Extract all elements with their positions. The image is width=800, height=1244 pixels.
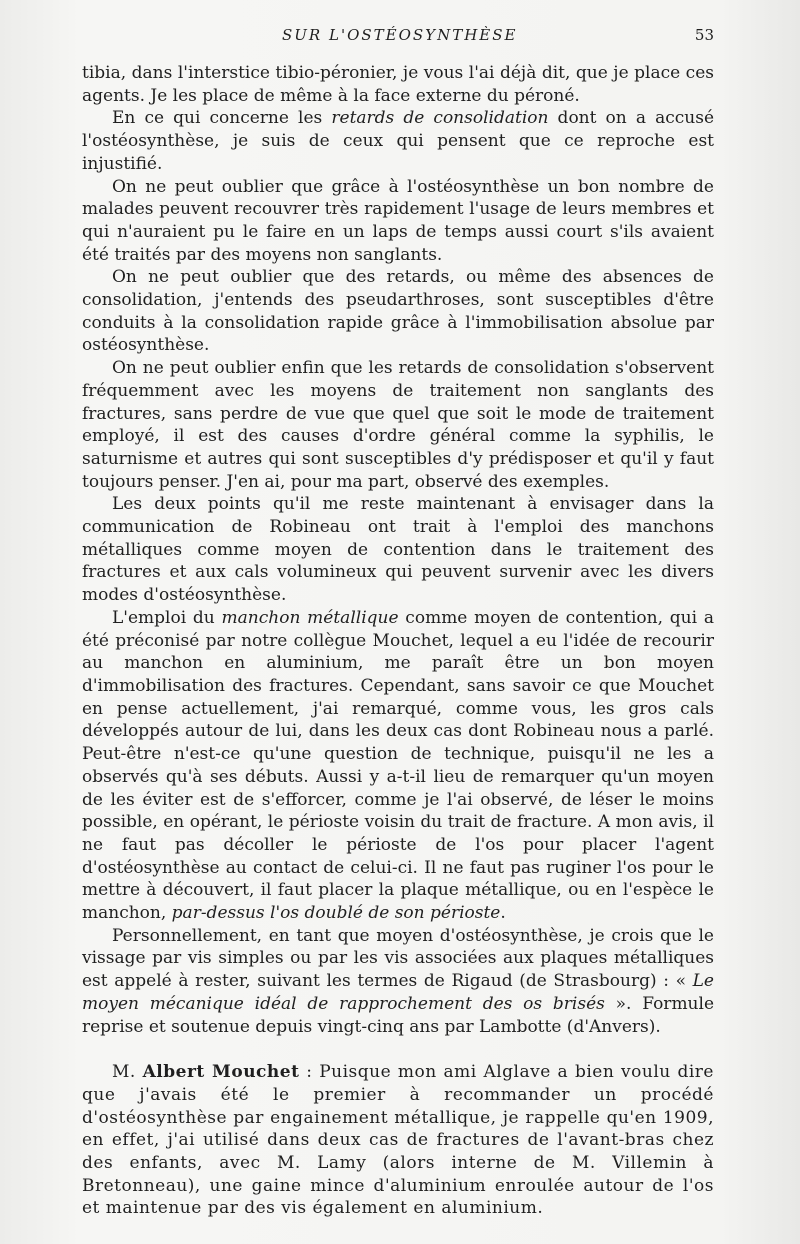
running-title: SUR L'OSTÉOSYNTHÈSE bbox=[282, 26, 518, 44]
paragraph-8: Personnellement, en tant que moyen d'ostéosynthèse, je crois que le vissage par vis simples ou par les vis associées aux plaques métalliques est appelé à rester, suivant les termes de Rigaud (de Strasbourg) : « Le moyen mécanique idéal de rapprochement des os brisés ». Formule reprise et soutenue depuis vingt-cinq ans par Lambotte (d'Anvers). bbox=[82, 925, 715, 1037]
speaker-paragraph: M. Albert Mouchet : Puisque mon ami Alglave a bien voulu dire que j'avais été le premier à recommander un procédé d'ostéosynthèse par engainement métallique, je rappelle qu'en 1909, en effet, j'ai utilisé dans deux cas de fractures de l'avant-bras chez des enfants, avec M. Lamy (alors interne de M. Villemin à Bretonneau), une gaine mince d'aluminium enroulée autour de l'os et maintenue par des vis également en aluminium. bbox=[82, 1062, 714, 1219]
italic-quote: Le moyen mécanique idéal de rapprochement des os brisés bbox=[82, 971, 714, 1014]
italic-phrase: par-dessus l'os doublé de son périoste bbox=[171, 903, 501, 924]
paragraph-4: On ne peut oublier que des retards, ou même des absences de consolidation, j'entends des pseudarthroses, sont susceptibles d'être conduits à la consolidation rapide grâce à l'immobilisation absolue par ostéosynthèse. bbox=[82, 267, 714, 356]
paragraph-7: L'emploi du manchon métallique comme moyen de contention, qui a été préconisé par notre collègue Mouchet, lequel a eu l'idée de recourir au manchon en aluminium, me paraît être un bon moyen d'immobilisation des fractures. Cependant, sans savoir ce que Mouchet en pense actuellement, j'ai remarqué, comme vous, les gros cals développés autour de lui, dans les deux cas dont Robineau nous a parlé. Peut-être n'est-ce qu'une question de technique, puisqu'il ne les a observés qu'à ses débuts. Aussi y a-t-il lieu de remarquer qu'un moyen de les éviter est de s'efforcer, comme je l'ai observé, de léser le moins possible, en opérant, le périoste voisin du trait de fracture. A mon avis, il ne faut pas décoller le périoste de l'os pour placer l'agent d'ostéosynthèse au contact de celui-ci. Il ne faut pas ruginer l'os pour le mettre à découvert, il faut placer la plaque métallique, ou en l'espèce le manchon, par-dessus l'os doublé de son périoste. bbox=[82, 607, 714, 924]
italic-phrase: retards de consolidation bbox=[331, 108, 549, 129]
running-header bbox=[82, 26, 712, 48]
italic-phrase: manchon métallique bbox=[221, 607, 399, 628]
paragraph-6: Les deux points qu'il me reste maintenant à envisager dans la communication de Robineau ont trait à l'emploi des manchons métalliques comme moyen de contention dans le traitement des fractures et aux cals volumineux qui peuvent survenir avec les divers modes d'ostéosynthèse. bbox=[82, 494, 714, 606]
page-number: 53 bbox=[694, 26, 714, 44]
speaker-name: Albert Mouchet bbox=[142, 1062, 300, 1083]
paragraph-2: En ce qui concerne les retards de consolidation dont on a accusé l'ostéosynthèse, je suis de ceux qui pensent que ce reproche est injustifié. bbox=[82, 108, 715, 174]
paragraph-5: On ne peut oublier enfin que les retards de consolidation s'observent fréquemment avec les moyens de traitement non sanglants des fractures, sans perdre de vue que quel que soit le mode de traitement employé, il est des causes d'ordre général comme la syphilis, le saturnisme et autres qui sont susceptibles d'y prédisposer et qu'il y faut toujours penser. J'en ai, pour ma part, observé des exemples. bbox=[82, 358, 714, 492]
body-text bbox=[82, 62, 714, 1220]
paragraph-1: tibia, dans l'interstice tibio-péronier, je vous l'ai déjà dit, que je place ces agents. Je les place de même à la face externe du péroné. bbox=[82, 63, 714, 106]
section-gap bbox=[82, 1038, 714, 1061]
paragraph-3: On ne peut oublier que grâce à l'ostéosynthèse un bon nombre de malades peuvent recouvrer très rapidement l'usage de leurs membres et qui n'auraient pu le faire en un laps de temps aussi court s'ils avaient été traités par des moyens non sanglants. bbox=[82, 176, 714, 265]
